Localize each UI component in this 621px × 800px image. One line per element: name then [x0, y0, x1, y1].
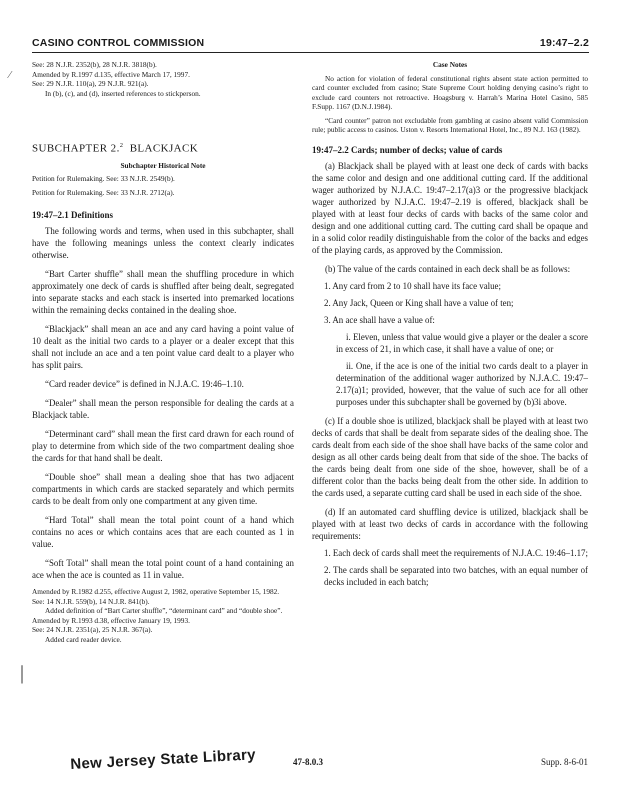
case-note: “Card counter” patron not excludable from gambling at casino absent valid Commission rule; public access to casinos. Uston v. Resorts International Hotel, Inc., 89 N.J. 163 (1982).	[312, 115, 588, 134]
history-line: Added card reader device.	[45, 634, 122, 644]
right-column	[312, 60, 588, 736]
history-line: Added definition of “Bart Carter shuffle”, “determinant card” and “double shoe”.	[45, 606, 283, 616]
source-line: See: 28 N.J.R. 2352(b), 28 N.J.R. 3818(b).	[32, 60, 157, 69]
header-title: CASINO CONTROL COMMISSION	[32, 37, 205, 49]
definition: “Dealer” shall mean the person responsible for dealing the cards at a Blackjack table.	[32, 398, 294, 421]
definition: “Hard Total” shall mean the total point count of a hand which contains no aces or which contains aces that are each counted as 1 in value.	[32, 515, 294, 550]
definition: “Blackjack” shall mean an ace and any card having a point value of 10 dealt as the initial two cards to a player or a dealer except that this shall not include an ace and a ten point value card dealt to a player who has split pairs.	[32, 324, 294, 371]
subchapter-label: SUBCHAPTER 2.	[32, 142, 120, 155]
page-number: 47-8.0.3	[293, 757, 323, 767]
history-line: Amended by R.1982 d.255, effective August 2, 1982, operative September 15, 1982.	[32, 587, 280, 597]
historical-note: Petition for Rulemaking. See: 33 N.J.R. 2712(a).	[32, 187, 175, 197]
source-line: Amended by R.1997 d.135, effective March 17, 1997.	[32, 69, 190, 79]
list-item: 3. An ace shall have a value of:	[324, 314, 435, 325]
history-line: See: 14 N.J.R. 559(b), 14 N.J.R. 841(b).	[32, 596, 150, 606]
left-column	[32, 60, 294, 736]
definition: “Soft Total” shall mean the total point count of a hand containing an ace when the ace is counted as 11 in value.	[32, 558, 294, 581]
sub-item-ii: ii. One, if the ace is one of the initial two cards dealt to a player in determination of the additional wager authorized by N.J.A.C. 19:47–2.17(a)1; provided, however, that the value of such ace for all other purposes under this subchapter shall be governed by (b)3i above.	[336, 360, 588, 407]
header-rule	[32, 52, 589, 53]
running-header	[32, 37, 589, 51]
historical-note-heading: Subchapter Historical Note	[120, 160, 206, 170]
subchapter-name: BLACKJACK	[129, 142, 199, 155]
history-line: Amended by R.1993 d.38, effective January 19, 1993.	[32, 615, 190, 625]
section-heading-definitions: 19:47–2.1 Definitions	[32, 210, 113, 221]
supplement-date: Supp. 8-6-01	[541, 757, 588, 767]
section-heading-cards: 19:47–2.2 Cards; number of decks; value of cards	[312, 144, 503, 155]
sub-item-i: i. Eleven, unless that value would give a player or the dealer a score in excess of 21, in which case, it shall have a value of one; or	[336, 331, 588, 354]
margin-bracket-icon: |	[20, 662, 25, 684]
subchapter-marginal-mark: 2	[119, 142, 124, 149]
list-item: 2. The cards shall be separated into two batches, with an equal number of decks included in each batch;	[324, 564, 588, 587]
margin-mark-icon: ⁄	[9, 70, 11, 81]
definition: “Double shoe” shall mean a dealing shoe that has two adjacent compartments in which cards are stacked separately and which permits cards to be dealt from only one compartment at any given time.	[32, 472, 294, 507]
case-note: No action for violation of federal constitutional rights absent state action permitted to card counter excluded from casino; State Supreme Court holding denying casino’s right to exclude card counters not retroactive. Hoagsburg v. Harrah’s Marina Hotel Casino, 585 F.Supp. 1167 (D.N.J.1984).	[312, 73, 588, 111]
list-item: 1. Each deck of cards shall meet the requirements of N.J.A.C. 19:46–1.17;	[324, 547, 588, 558]
history-line: See: 24 N.J.R. 2351(a), 25 N.J.R. 367(a).	[32, 625, 153, 635]
paragraph-a: (a) Blackjack shall be played with at least one deck of cards with backs the same color and design and one additional cutting card. If the additional wager authorized by N.J.A.C. 19:47–2.17(a)3 or the progressive blackjack wager authorized by N.J.A.C. 19:47–2.19 is offered, blackjack shall be played with at least four decks of cards with backs of the same color and design and one additional cutting card. The cutting card shall be opaque and in a solid color readily distinguishable from the color of the backs and edges of the playing cards, as approved by the Commission.	[312, 160, 588, 255]
definition: “Bart Carter shuffle” shall mean the shuffling procedure in which approximately one deck of cards is shuffled after being dealt, segregated into separate stacks and each stack is inserted into premarked locations within the remaining decks contained in the dealing shoe.	[32, 269, 294, 316]
paragraph-d: (d) If an automated card shuffling device is utilized, blackjack shall be played with at least two decks of cards in accordance with the following requirements:	[312, 506, 588, 541]
source-line: See: 29 N.J.R. 110(a), 29 N.J.R. 921(a).	[32, 79, 149, 88]
historical-note: Petition for Rulemaking. See: 33 N.J.R. 2549(b).	[32, 174, 175, 184]
definition: “Card reader device” is defined in N.J.A.C. 19:46–1.10.	[45, 379, 244, 390]
definitions-intro: The following words and terms, when used in this subchapter, shall have the following meanings unless the context clearly indicates otherwise.	[32, 226, 294, 261]
library-stamp: New Jersey State Library	[70, 746, 257, 773]
list-item: 1. Any card from 2 to 10 shall have its face value;	[324, 280, 501, 291]
subchapter-title	[32, 142, 294, 155]
paragraph-c: (c) If a double shoe is utilized, blackjack shall be played with at least two decks of cards that shall be dealt from separate sides of the dealing shoe. The cards dealt from each side of the shoe shall have backs of the same color and design as all other cards being dealt from that side of the shoe. The backs of the cards being dealt from one side of the shoe, however, shall be of a different color than the backs being dealt from the other side. In addition to the cards used, a separate cutting card shall be used in each side of the shoe.	[312, 415, 588, 498]
paragraph-b: (b) The value of the cards contained in each deck shall be as follows:	[325, 263, 571, 274]
case-notes-heading: Case Notes	[432, 60, 468, 69]
header-section: 19:47–2.2	[539, 37, 589, 49]
list-item: 2. Any Jack, Queen or King shall have a value of ten;	[324, 297, 514, 308]
source-line: In (b), (c), and (d), inserted references to stickperson.	[45, 88, 201, 98]
definition: “Determinant card” shall mean the first card drawn for each round of play to determine from which side of the two compartment dealing shoe the cards for that hand shall be dealt.	[32, 429, 294, 464]
